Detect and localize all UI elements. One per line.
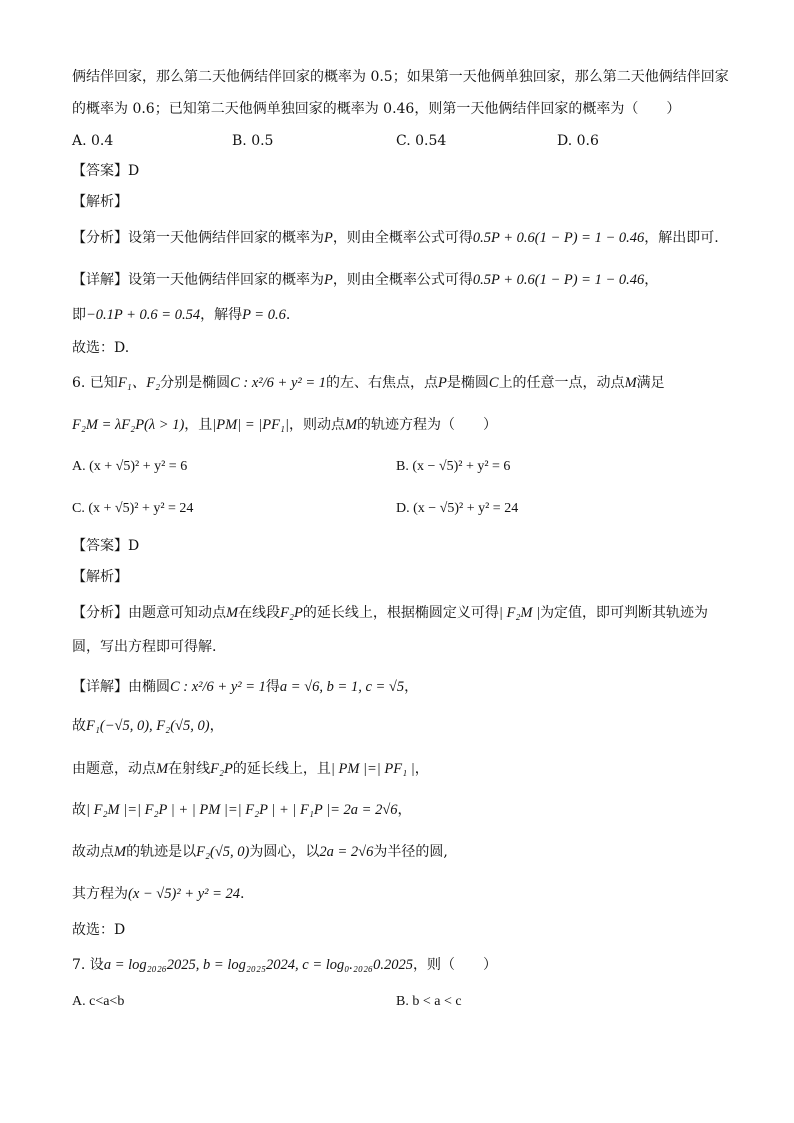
math-expr: M: [226, 605, 239, 621]
q6-option-a: A. (x + √5)² + y² = 6: [72, 459, 188, 474]
math-expr: P: [324, 230, 333, 246]
question-6-stem-line-2: [72, 416, 497, 434]
math-expr: P = 0.6: [242, 307, 286, 323]
q6-detail-line-2: [72, 717, 224, 735]
question-5-stem-line-2: 的概率为 0.6；已知第二天他俩单独回家的概率为 0.46，则第一天他俩结伴回家的概率为（ ）: [72, 101, 681, 117]
text: 6. 已知: [72, 375, 118, 391]
q6-detail-line-5: [72, 843, 448, 861]
q5-answer: 【答案】D: [72, 163, 140, 179]
text: 【详解】设第一天他俩结伴回家的概率为: [72, 272, 324, 288]
question-6-stem-line-1: [72, 374, 665, 392]
math-expr: C : x²/6 + y² = 1: [170, 679, 266, 695]
text: ，则动点: [288, 417, 345, 433]
question-7-stem: [72, 956, 497, 974]
q6-option-d: D. (x − √5)² + y² = 24: [396, 501, 519, 516]
q5-detail-line-2: [72, 306, 290, 324]
math-expr: M: [624, 375, 637, 391]
math-expr: F₂P: [210, 761, 233, 777]
text: 在射线: [168, 761, 211, 777]
text: 【分析】设第一天他俩结伴回家的概率为: [72, 230, 324, 246]
math-expr: |PM| = |PF₁|: [212, 417, 289, 433]
q5-option-d: D. 0.6: [557, 133, 599, 149]
text: 的延长线上，根据椭圆定义可得: [302, 605, 499, 621]
text: .: [285, 307, 291, 323]
text: 满足: [636, 375, 665, 391]
math-expr: | PM |=| PF₁ |: [330, 761, 415, 777]
math-expr: M: [156, 761, 169, 777]
q6-analysis-line-1: [72, 604, 708, 622]
q6-detail-line-6: [72, 885, 245, 903]
math-expr: P: [438, 375, 447, 391]
text: ，: [644, 272, 659, 288]
math-expr: −0.1P + 0.6 = 0.54: [86, 307, 201, 323]
math-expr: F₂M = λF₂P(λ > 1): [72, 417, 185, 433]
text: 的左、右焦点，点: [326, 375, 439, 391]
text: ，: [414, 761, 429, 777]
text: ，则由全概率公式可得: [332, 272, 473, 288]
math-expr: M: [114, 844, 127, 860]
text: 【分析】由题意可知动点: [72, 605, 226, 621]
q5-option-b: B. 0.5: [232, 133, 274, 149]
math-expr: F₁(−√5, 0), F₂(√5, 0): [86, 718, 210, 734]
math-expr: 0.5P + 0.6(1 − P) = 1 − 0.46: [472, 230, 645, 246]
q5-analysis-summary: [72, 229, 719, 247]
text: ，则由全概率公式可得: [332, 230, 473, 246]
text: 为圆心，以: [249, 844, 320, 860]
text: 由题意，动点: [72, 761, 156, 777]
math-expr: 2a = 2√6: [319, 844, 374, 860]
math-expr: | F₂M |=| F₂P | + | PM |=| F₂P | + | F₁P |= 2a = 2√6: [86, 802, 398, 818]
text: 为定值，即可判断其轨迹为: [540, 605, 709, 621]
text: 故动点: [72, 844, 114, 860]
math-expr: 0.5P + 0.6(1 − P) = 1 − 0.46: [472, 272, 645, 288]
text: 其方程为: [72, 886, 128, 902]
text: ，解得: [200, 307, 243, 323]
math-expr: F₂(√5, 0): [196, 844, 250, 860]
q5-option-c: C. 0.54: [396, 133, 447, 149]
math-expr: a = √6, b = 1, c = √5: [279, 679, 405, 695]
text: ，: [209, 718, 224, 734]
text: 在线段: [238, 605, 281, 621]
q7-option-b: B. b < a < c: [396, 994, 462, 1009]
math-expr: F₂P: [280, 605, 303, 621]
math-expr: C: [488, 375, 499, 391]
q5-analysis-heading: 【解析】: [72, 194, 128, 210]
text: 故: [72, 802, 86, 818]
text: ，则（ ）: [412, 957, 497, 973]
text: ，解出即可.: [644, 230, 719, 246]
q5-option-a: A. 0.4: [72, 133, 114, 149]
math-expr: P: [324, 272, 333, 288]
q6-answer: 【答案】D: [72, 538, 140, 554]
question-5-stem-line-1: 俩结伴回家，那么第二天他俩结伴回家的概率为 0.5；如果第一天他俩单独回家，那么第二天他俩结伴回家: [72, 69, 729, 85]
q6-detail-line-1: [72, 678, 418, 696]
q6-detail-line-4: [72, 801, 412, 819]
text: .: [240, 886, 245, 902]
text: 为半径的圆,: [373, 844, 448, 860]
q5-choice: 故选：D.: [72, 340, 130, 356]
text: ，且: [184, 417, 213, 433]
text: 得: [265, 679, 280, 695]
text: 的延长线上，且: [232, 761, 331, 777]
text: 【详解】由椭圆: [72, 679, 170, 695]
q5-detail-line-1: [72, 271, 658, 289]
text: 上的任意一点，动点: [498, 375, 625, 391]
math-expr: (x − √5)² + y² = 24: [128, 886, 241, 902]
math-expr: M: [344, 417, 358, 433]
text: ，: [397, 802, 412, 818]
q6-choice: 故选：D: [72, 922, 126, 938]
q6-analysis-heading: 【解析】: [72, 569, 128, 585]
math-expr: F₁、F₂: [117, 375, 161, 391]
text: ，: [404, 679, 419, 695]
q6-option-c: C. (x + √5)² + y² = 24: [72, 501, 194, 516]
q6-detail-line-3: [72, 760, 429, 778]
q6-option-b: B. (x − √5)² + y² = 6: [396, 459, 511, 474]
text: 是椭圆: [446, 375, 489, 391]
text: 即: [72, 307, 86, 323]
text: 7. 设: [72, 957, 104, 973]
text: 的轨迹方程为（ ）: [357, 417, 498, 433]
q6-analysis-line-2: 圆，写出方程即可得解.: [72, 639, 217, 655]
text: 故: [72, 718, 86, 734]
math-expr: | F₂M |: [498, 605, 541, 621]
text: 分别是椭圆: [160, 375, 231, 391]
math-expr: a = log₂₀₂₆2025, b = log₂₀₂₅2024, c = log₀.₂₀₂₆0.2025: [103, 957, 413, 973]
q7-option-a: A. c<a<b: [72, 994, 125, 1009]
text: 的轨迹是以: [126, 844, 197, 860]
math-expr: C : x²/6 + y² = 1: [230, 375, 327, 391]
